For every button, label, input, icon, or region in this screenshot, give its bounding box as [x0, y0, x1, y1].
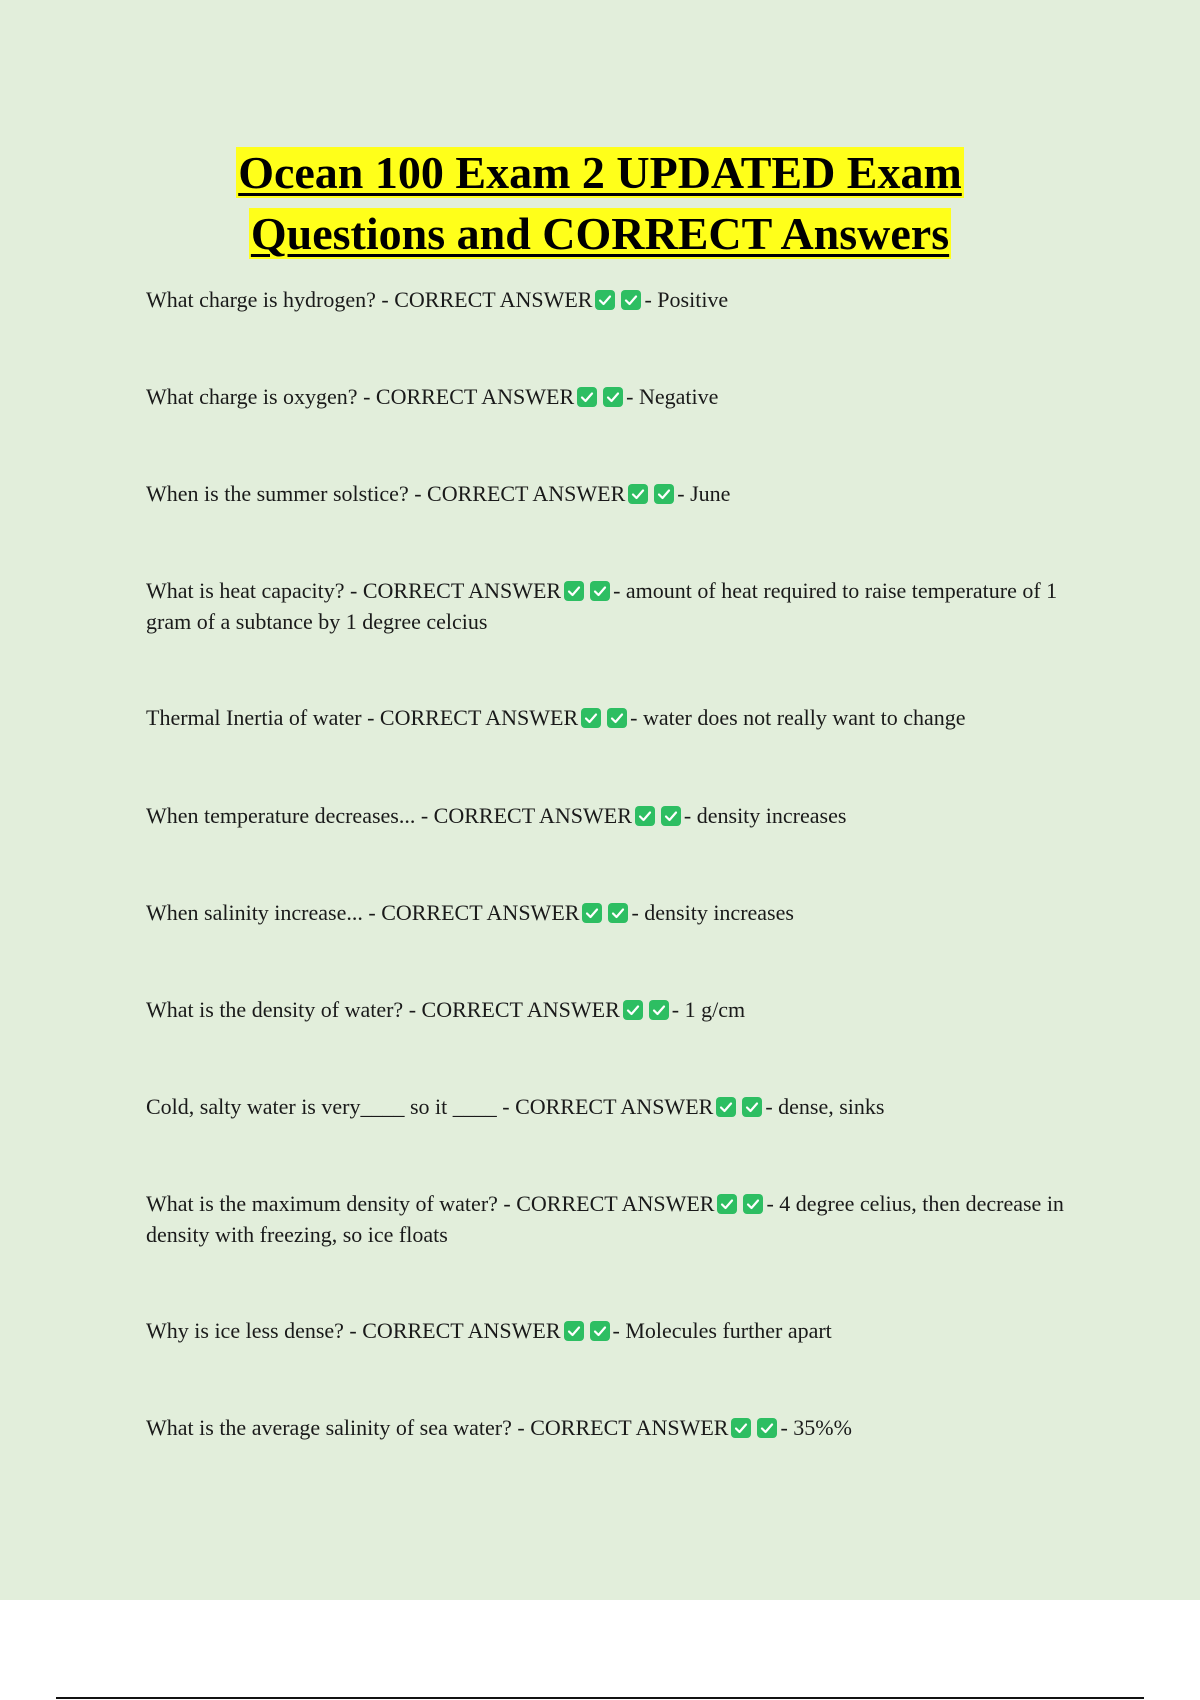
- green-check-mark-icon: [564, 581, 584, 601]
- green-check-mark-icon: [661, 806, 681, 826]
- answer-text: - Negative: [626, 384, 719, 409]
- green-check-mark-icon: [577, 387, 597, 407]
- question-text: What charge is hydrogen? - CORRECT ANSWER: [146, 287, 593, 312]
- green-check-mark-icon: [603, 387, 623, 407]
- document-title: [0, 142, 1200, 264]
- answer-text: - Positive: [644, 287, 729, 312]
- answer-text: - density increases: [631, 900, 794, 925]
- green-check-mark-icon: [716, 1097, 736, 1117]
- answer-text: - dense, sinks: [765, 1094, 885, 1119]
- answer-text: - Molecules further apart: [612, 1318, 832, 1343]
- question-text: What charge is oxygen? - CORRECT ANSWER: [146, 384, 575, 409]
- qa-item: [146, 575, 1076, 637]
- question-text: Cold, salty water is very____ so it ____ - CORRECT ANSWER: [146, 1094, 714, 1119]
- title-line-2: Questions and CORRECT Answers: [250, 208, 950, 259]
- question-text: What is the maximum density of water? - CORRECT ANSWER: [146, 1191, 715, 1216]
- green-check-mark-icon: [564, 1321, 584, 1341]
- question-text: When temperature decreases... - CORRECT ANSWER: [146, 803, 632, 828]
- answer-text: - water does not really want to change: [630, 705, 966, 730]
- green-check-mark-icon: [608, 903, 628, 923]
- answer-text: - June: [677, 481, 731, 506]
- green-check-mark-icon: [757, 1418, 777, 1438]
- question-text: What is the average salinity of sea water? - CORRECT ANSWER: [146, 1415, 729, 1440]
- footer-divider: [56, 1697, 1144, 1699]
- green-check-mark-icon: [581, 708, 601, 728]
- green-check-mark-icon: [731, 1418, 751, 1438]
- question-text: What is the density of water? - CORRECT ANSWER: [146, 997, 620, 1022]
- green-check-mark-icon: [623, 1000, 643, 1020]
- answer-text: - 4 degree celius, then decrease in density with freezing, so ice floats: [146, 1191, 1064, 1247]
- green-check-mark-icon: [628, 484, 648, 504]
- answer-text: - amount of heat required to raise temperature of 1 gram of a subtance by 1 degree celcius: [146, 578, 1058, 634]
- qa-item: [146, 994, 1076, 1025]
- answer-text: - 1 g/cm: [671, 997, 746, 1022]
- green-check-mark-icon: [717, 1194, 737, 1214]
- green-check-mark-icon: [595, 290, 615, 310]
- title-line-1: Ocean 100 Exam 2 UPDATED Exam: [238, 147, 962, 198]
- qa-item: [146, 1315, 1076, 1346]
- qa-item: [146, 381, 1076, 412]
- qa-item: [146, 897, 1076, 928]
- green-check-mark-icon: [635, 806, 655, 826]
- qa-item: [146, 284, 1076, 315]
- green-check-mark-icon: [590, 581, 610, 601]
- qa-item: [146, 702, 1076, 733]
- qa-item: [146, 1091, 1076, 1122]
- answer-text: - 35%%: [780, 1415, 852, 1440]
- green-check-mark-icon: [621, 290, 641, 310]
- question-text: When salinity increase... - CORRECT ANSWER: [146, 900, 580, 925]
- qa-item: [146, 1188, 1076, 1250]
- green-check-mark-icon: [743, 1194, 763, 1214]
- green-check-mark-icon: [742, 1097, 762, 1117]
- answer-text: - density increases: [683, 803, 847, 828]
- qa-item: [146, 478, 1076, 509]
- green-check-mark-icon: [582, 903, 602, 923]
- question-text: What is heat capacity? - CORRECT ANSWER: [146, 578, 562, 603]
- question-text: Why is ice less dense? - CORRECT ANSWER: [146, 1318, 561, 1343]
- green-check-mark-icon: [654, 484, 674, 504]
- question-text: Thermal Inertia of water - CORRECT ANSWER: [146, 705, 579, 730]
- green-check-mark-icon: [590, 1321, 610, 1341]
- green-check-mark-icon: [607, 708, 627, 728]
- qa-item: [146, 800, 1076, 831]
- green-check-mark-icon: [649, 1000, 669, 1020]
- question-text: When is the summer solstice? - CORRECT ANSWER: [146, 481, 626, 506]
- qa-item: [146, 1412, 1076, 1443]
